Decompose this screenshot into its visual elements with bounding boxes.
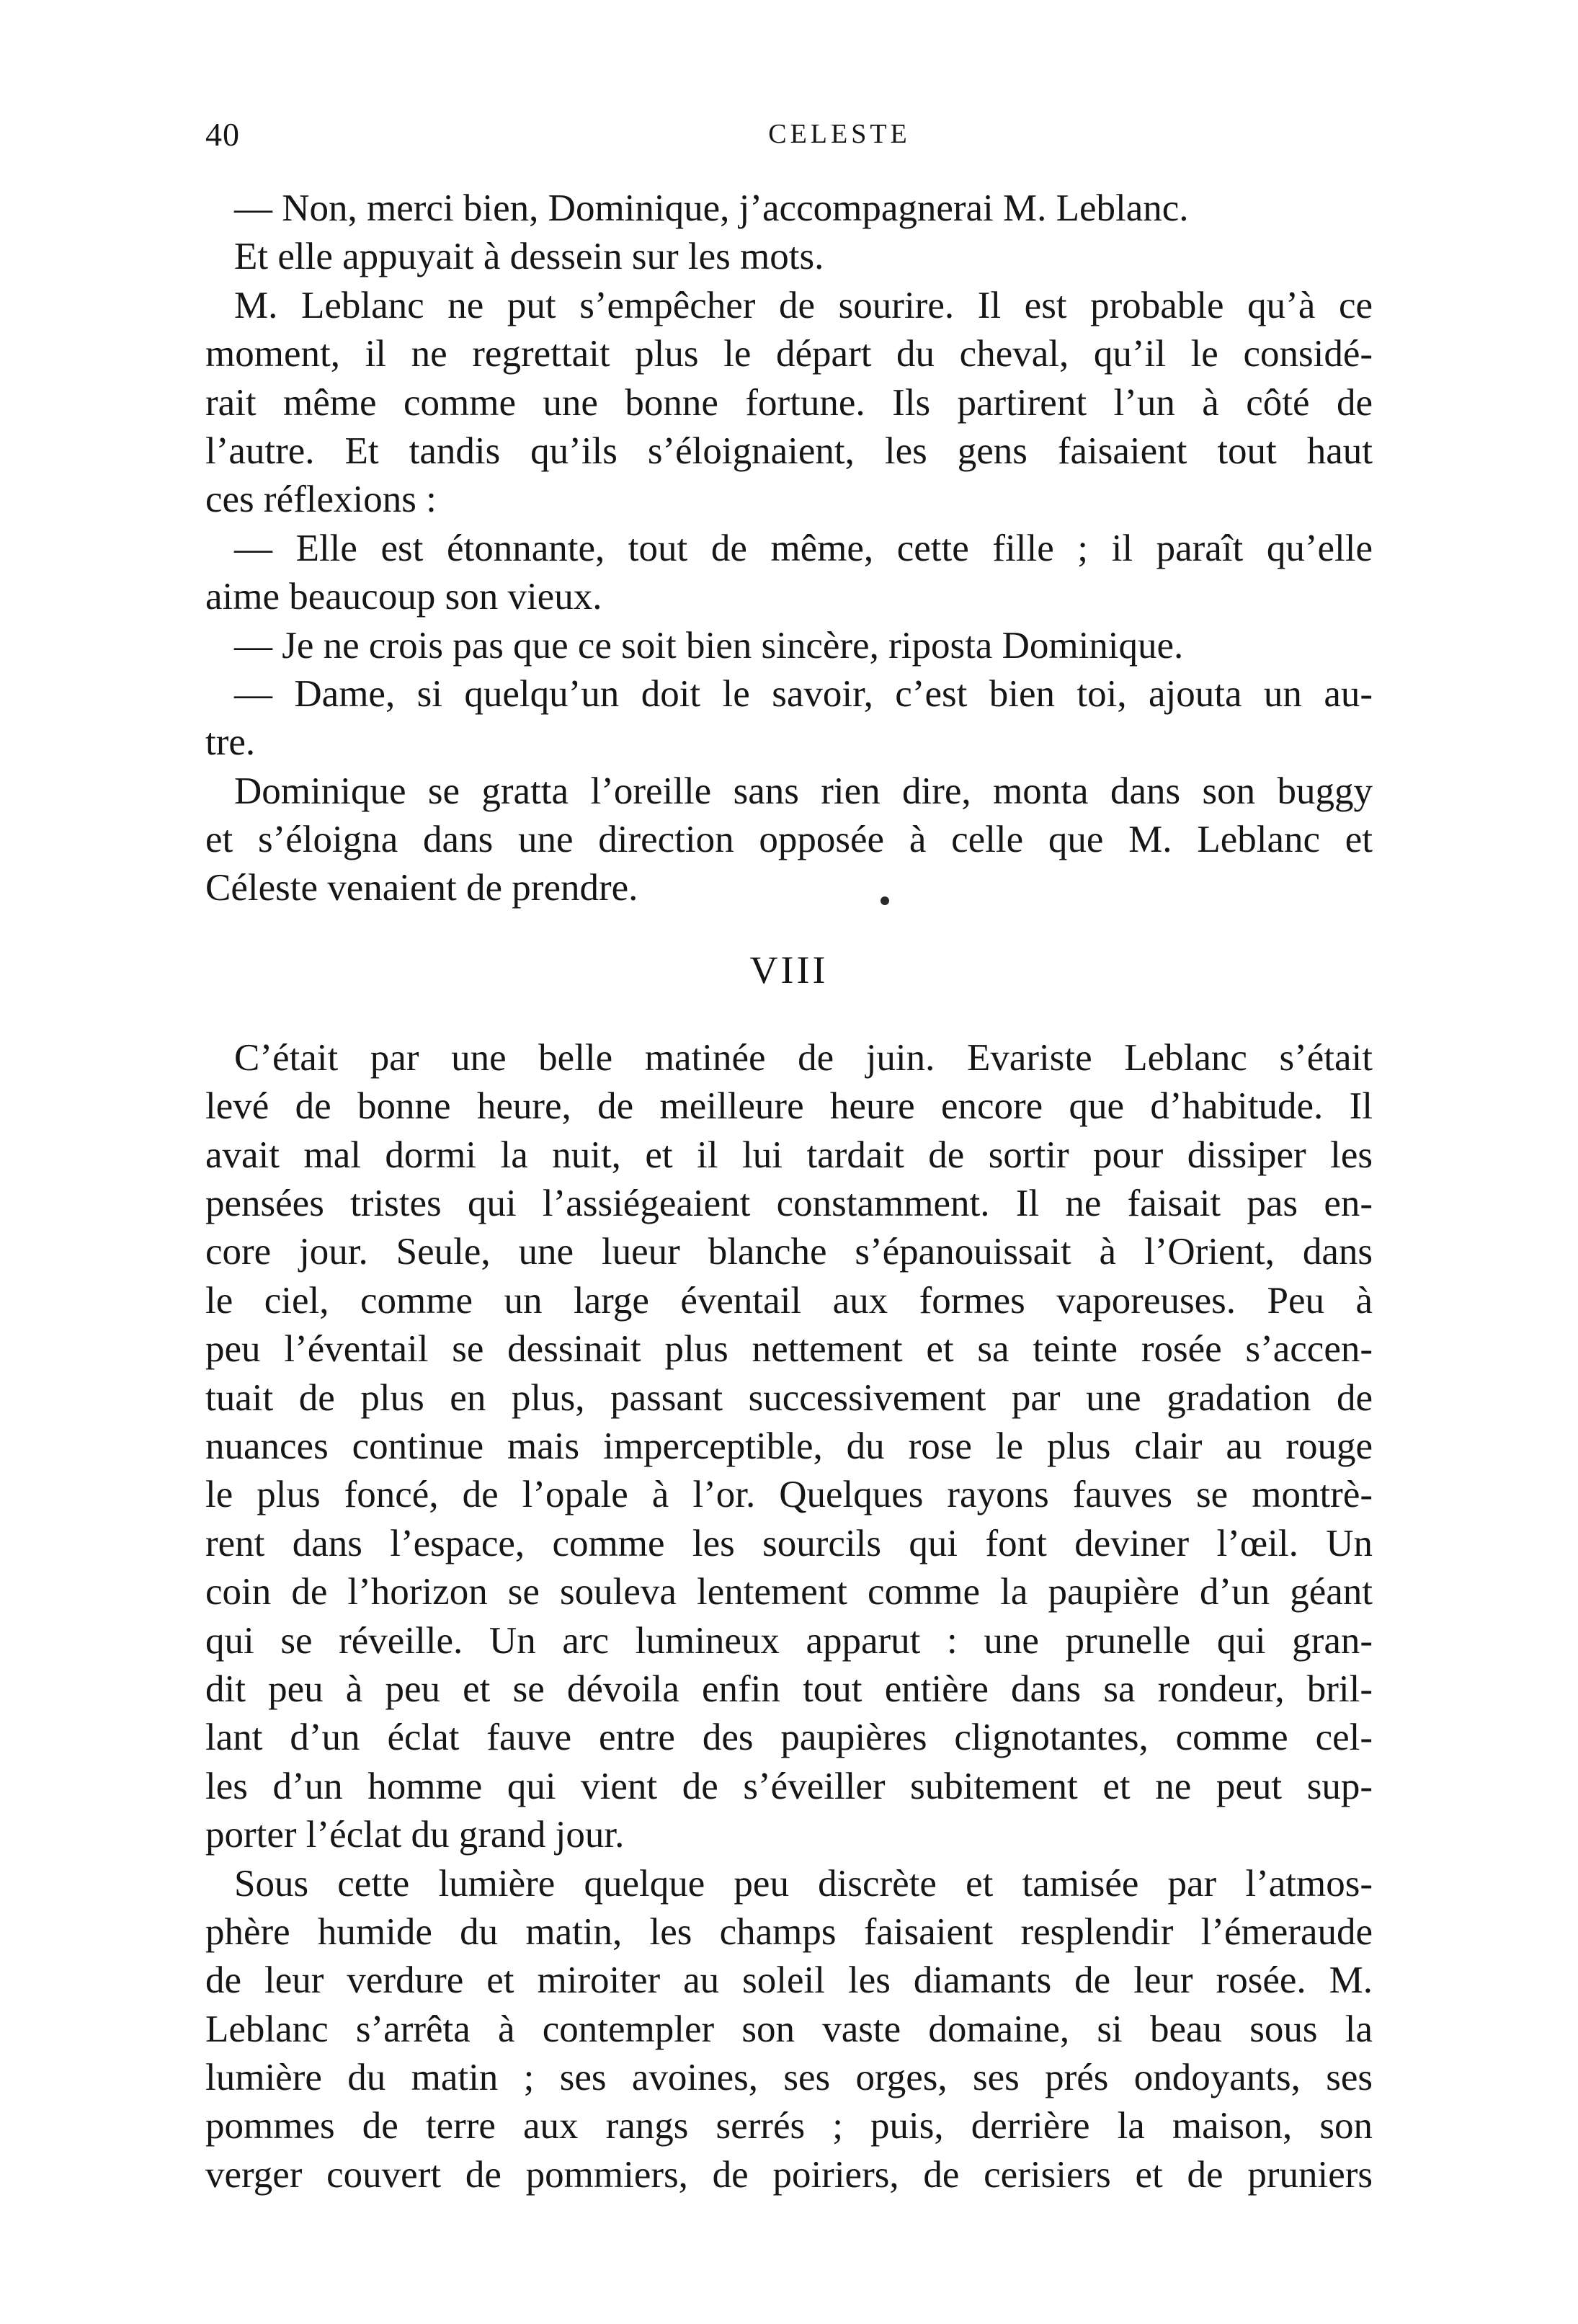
text-line: tuait de plus en plus, passant successivement par une gradation de xyxy=(205,1376,1373,1419)
text-line: — Non, merci bien, Dominique, j’accompagnerai M. Leblanc. xyxy=(234,187,1189,229)
text-line: nuances continue mais imperceptible, du rose le plus clair au rouge xyxy=(205,1425,1373,1467)
body-text xyxy=(205,184,1373,2199)
text-line: — Dame, si quelqu’un doit le savoir, c’est bien toi, ajouta un au- xyxy=(234,672,1373,715)
text-line: rait même comme une bonne fortune. Ils partirent l’un à côté de xyxy=(205,381,1373,424)
text-line: phère humide du matin, les champs faisaient resplendir l’émeraude xyxy=(205,1910,1373,1953)
text-line: Céleste venaient de prendre. xyxy=(205,867,638,909)
text-line: ces réflexions : xyxy=(205,478,437,521)
text-line: pommes de terre aux rangs serrés ; puis, derrière la maison, son xyxy=(205,2105,1373,2147)
text-line: qui se réveille. Un arc lumineux apparut : une prunelle qui gran- xyxy=(205,1619,1373,1662)
text-line: pensées tristes qui l’assiégeaient constamment. Il ne faisait pas en- xyxy=(205,1183,1373,1225)
text-line: le plus foncé, de l’opale à l’or. Quelques rayons fauves se montrè- xyxy=(205,1474,1373,1516)
text-line: l’autre. Et tandis qu’ils s’éloignaient, les gens faisaient tout haut xyxy=(205,429,1373,472)
text-line: — Je ne crois pas que ce soit bien sincère, riposta Dominique. xyxy=(234,624,1184,667)
text-line: C’était par une belle matinée de juin. Evariste Leblanc s’était xyxy=(234,1036,1373,1079)
text-line: moment, il ne regrettait plus le départ du cheval, qu’il le considé- xyxy=(205,333,1373,375)
text-line: Sous cette lumière quelque peu discrète et tamisée par l’atmos- xyxy=(234,1862,1373,1905)
running-title: CELESTE xyxy=(768,119,911,149)
text-line: Leblanc s’arrêta à contempler son vaste domaine, si beau sous la xyxy=(205,2008,1373,2050)
text-line: lant d’un éclat fauve entre des paupières clignotantes, comme cel- xyxy=(205,1717,1373,1759)
text-line: les d’un homme qui vient de s’éveiller subitement et ne peut sup- xyxy=(205,1765,1373,1807)
text-line: Et elle appuyait à dessein sur les mots. xyxy=(234,236,824,278)
text-line: levé de bonne heure, de meilleure heure encore que d’habitude. Il xyxy=(205,1085,1373,1128)
text-line: rent dans l’espace, comme les sourcils qui font deviner l’œil. Un xyxy=(205,1522,1373,1564)
text-line: M. Leblanc ne put s’empêcher de sourire. Il est probable qu’à ce xyxy=(234,284,1373,326)
text-line: tre. xyxy=(205,721,256,764)
text-line: dit peu à peu et se dévoila enfin tout entière dans sa rondeur, bril- xyxy=(205,1668,1373,1710)
text-line: et s’éloigna dans une direction opposée à celle que M. Leblanc et xyxy=(205,819,1373,861)
page-header xyxy=(205,115,1373,159)
text-line: — Elle est étonnante, tout de même, cette fille ; il paraît qu’elle xyxy=(234,527,1373,569)
text-line: porter l’éclat du grand jour. xyxy=(205,1814,625,1856)
text-line: coin de l’horizon se souleva lentement comme la paupière d’un géant xyxy=(205,1571,1373,1613)
text-line: avait mal dormi la nuit, et il lui tardait de sortir pour dissiper les xyxy=(205,1134,1373,1176)
text-line: lumière du matin ; ses avoines, ses orges, ses prés ondoyants, ses xyxy=(205,2057,1373,2099)
page-number: 40 xyxy=(205,116,240,153)
text-line: verger couvert de pommiers, de poiriers, de cerisiers et de pruniers xyxy=(205,2153,1373,2196)
chapter-heading: VIII xyxy=(749,948,829,992)
text-line: de leur verdure et miroiter au soleil les diamants de leur rosée. M. xyxy=(205,1959,1373,2002)
text-after-chapter xyxy=(205,1034,1373,2199)
text-line: aime beaucoup son vieux. xyxy=(205,576,602,618)
text-line: Dominique se gratta l’oreille sans rien dire, monta dans son buggy xyxy=(234,770,1373,812)
text-line: peu l’éventail se dessinait plus nettement et sa teinte rosée s’accen- xyxy=(205,1328,1373,1371)
text-before-chapter xyxy=(205,184,1373,913)
text-line: core jour. Seule, une lueur blanche s’épanouissait à l’Orient, dans xyxy=(205,1231,1373,1273)
text-line: le ciel, comme un large éventail aux formes vaporeuses. Peu à xyxy=(205,1279,1373,1322)
